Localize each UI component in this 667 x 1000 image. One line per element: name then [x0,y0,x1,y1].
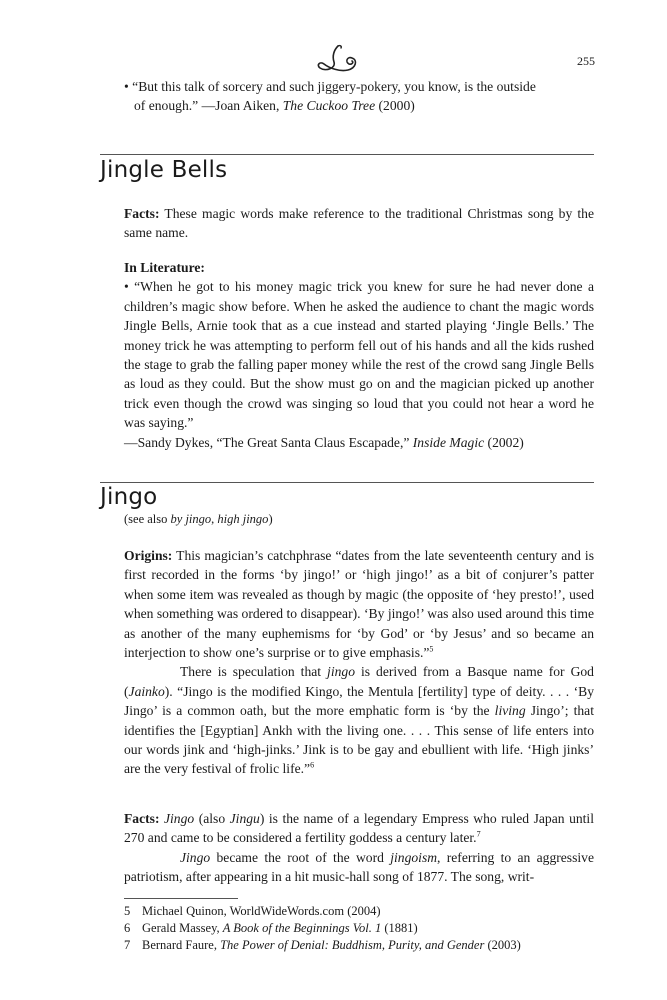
jingle-bells-literature [124,258,594,452]
page-number: 255 [577,54,595,68]
facts2-word-jingoism: jingoism [390,849,438,865]
facts2-word-jingo: Jingo [180,849,211,865]
footnote-number: 5 [124,904,131,918]
footnote-text: Michael Quinon, WorldWideWords.com (2004) [142,904,381,918]
facts-text-2: ) is the name of a legendary Empress who ruled Japan until 270 and came to be considered a fertility goddess a century later. [124,811,594,846]
see-also [124,512,273,527]
footnote-rule [124,898,238,899]
footnote-year: (2003) [484,938,521,952]
footnote-number: 6 [124,921,131,935]
footnote-year: (1881) [381,921,418,935]
entry-title-jingle-bells: Jingle Bells [100,157,228,183]
literature-citation [124,433,594,452]
facts2-text-1: became the root of the word [210,849,391,865]
jingo-origins [124,546,594,779]
see-also-link-high-jingo: high jingo [217,512,269,526]
spec-word-jainko: Jainko [128,683,165,699]
jingoism-paragraph [124,848,594,887]
facts-word-jingu: Jingu [229,811,260,826]
footnote-item [124,937,521,954]
spec-text-1: There is speculation that [180,664,328,680]
carryover-quote-title: The Cuckoo Tree [282,98,376,114]
see-also-separator: , [211,512,218,526]
carryover-quote-year: (2000) [375,98,415,114]
entry-title-jingo: Jingo [100,484,158,510]
spec-word-jingo: jingo [327,664,355,680]
origins-text: This magician’s catchphrase “dates from the late seventeenth century and is first recorded in the forms ‘by jingo!’ or ‘high jingo!’ as a bit of conjurer’s patter when some item was revealed as though by magic (the opposite of ‘hey presto!’, used when something was ordered to disappear). ‘By jingo!’ was also used around this time as another of the many euphemisms for ‘by God’ or ‘by Jesus’ and so became an interjection to show one’s surprise or to give emphasis.” [124,548,594,661]
spec-text-4: Jingo’; that identifies the [Egyptian] Ankh with the living one. . . . This sense of life enters into our words jink and ‘high-jinks.’ Jink is to be gay and ebullient with life. ‘High jinks’ are the very festival of frolic life.” [124,703,594,777]
see-also-open: (see also [124,512,171,526]
facts-text: These magic words make reference to the traditional Christmas song by the same name. [124,206,594,241]
footnote-number: 7 [124,938,131,952]
swirl-ornament-icon [312,44,366,76]
literature-label: In Literature: [124,260,205,275]
footnote-text: Gerald Massey, [142,921,223,935]
section-divider [100,482,594,483]
spec-word-living: living [494,703,526,719]
spec-text-3: ). “Jingo is the modified Kingo, the Mentula [fertility] type of deity. . . . ‘By Jingo’ is a common oath, but the more emphatic form is ‘by the [124,683,594,719]
carryover-quote-line1: • “But this talk of sorcery and such jiggery-pokery, you know, is the outside [124,79,536,94]
citation-title: Inside Magic [412,434,485,450]
footnote-title: The Power of Denial: Buddhism, Purity, and Gender [220,938,485,952]
citation-author: —Sandy Dykes, “The Great Santa Claus Escapade,” [124,434,413,450]
origins-paragraph [124,546,594,662]
facts-text-1: (also [194,811,230,826]
carryover-quote [124,77,594,116]
origins-label: Origins: [124,548,173,563]
literature-quote: • “When he got to his money magic trick you knew for sure he had never done a children’s magic show before. When he asked the audience to chant the magic words Jingle Bells, Arnie took that as a cue instead and started playing ‘Jingle Bells.’ The money trick he was attempting to perform fell out of his hands and all the kids rushed the stage to grab the falling paper money while the rest of the crowd sang Jingle Bells as loud as they could. But the show must go on and the magician picked up another trick even though the crowd was singing so loud that you could not hear a word he was saying.” [124,279,594,431]
jingle-bells-facts [124,204,594,243]
facts-label: Facts: [124,811,160,826]
spec-text-2: is derived from a Basque name for God ( [124,664,594,699]
footnote-item [124,920,418,937]
facts-word-jingo: Jingo [164,811,195,826]
footnote-text: Bernard Faure, [142,938,221,952]
speculation-paragraph [124,662,594,778]
see-also-link-by-jingo: by jingo [170,512,212,526]
carryover-quote-line2 [124,96,594,115]
facts-paragraph [124,809,594,848]
footnote-ref-5: 5 [429,644,434,654]
citation-year: (2002) [484,434,524,450]
footnote-ref-6: 6 [310,760,315,770]
footnote-title: A Book of the Beginnings Vol. 1 [222,921,382,935]
facts2-text-2: , referring to an aggressive patriotism, after appearing in a hit music-hall song of 1877. The song, writ- [124,849,594,885]
carryover-quote-text: of enough.” —Joan Aiken, [134,98,283,114]
facts-label: Facts: [124,206,160,221]
see-also-close: ) [268,512,273,526]
jingo-facts [124,809,594,887]
footnote-ref-7: 7 [476,829,481,839]
section-divider [100,154,594,155]
footnote-item [124,903,381,920]
